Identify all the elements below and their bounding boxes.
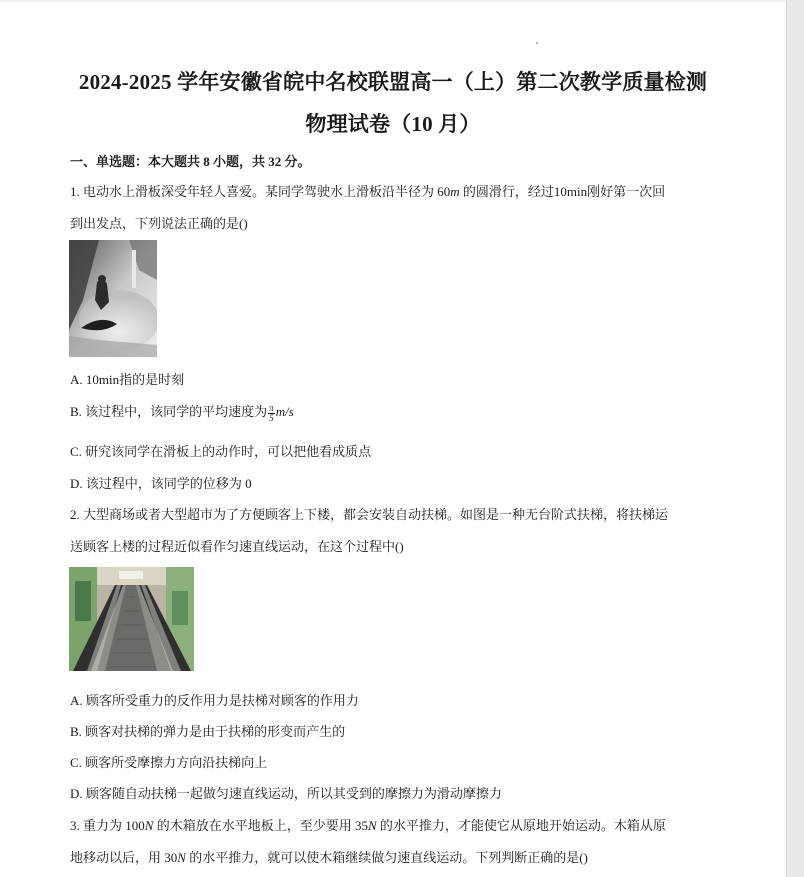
q3-stem-line2: 地移动以后，用 30N 的水平推力，就可以使木箱继续做匀速直线运动。下列判断正确的是(): [70, 850, 588, 865]
q2-option-a: A. 顾客所受重力的反作用力是扶梯对顾客的作用力: [70, 693, 359, 708]
water-skateboard-photo: [69, 240, 157, 357]
section-heading: 一、单选题：本大题共 8 小题，共 32 分。: [70, 154, 311, 169]
q1-option-b: B. 该过程中，该同学的平均速度为 $\frac{\pi}{5}$ m/s: [70, 402, 294, 423]
escalator-photo: [69, 567, 194, 671]
pi-over-5-fraction: $\frac{\pi}{5}$: [269, 402, 274, 423]
q2-option-d: D. 顾客随自动扶梯一起做匀速直线运动，所以其受到的摩擦力为滑动摩擦力: [70, 786, 502, 801]
page-top-edge: [0, 0, 786, 2]
q2-option-c: C. 顾客所受摩擦力方向沿扶梯向上: [70, 755, 268, 770]
q1-option-d: D. 该过程中，该同学的位移为 0: [70, 476, 252, 491]
q1-stem-line1: 1. 电动水上滑板深受年轻人喜爱。某同学驾驶水上滑板沿半径为 60m 的圆滑行，经过10min刚好第一次回: [70, 184, 666, 199]
q1-stem-line2: 到出发点，下列说法正确的是(): [70, 216, 248, 231]
exam-title: 2024-2025 学年安徽省皖中名校联盟高一（上）第二次教学质量检测: [78, 70, 708, 94]
q1-option-c: C. 研究该同学在滑板上的动作时，可以把他看成质点: [70, 444, 372, 459]
q3-stem-line1: 3. 重力为 100N 的木箱放在水平地板上，至少要用 35N 的水平推力，才能使它从原地开始运动。木箱从原: [70, 818, 666, 833]
q2-stem-line1: 2. 大型商场或者大型超市为了方便顾客上下楼，都会安装自动扶梯。如图是一种无台阶式扶梯，将扶梯运: [70, 507, 669, 522]
q1-option-a: A. 10min指的是时刻: [70, 372, 185, 387]
exam-subtitle: 物理试卷（10 月）: [305, 112, 481, 136]
q2-option-b: B. 顾客对扶梯的弹力是由于扶梯的形变而产生的: [70, 724, 346, 739]
viewer-scroll-gutter[interactable]: [786, 0, 804, 877]
q2-stem-line2: 送顾客上楼的过程近似看作匀速直线运动，在这个过程中(): [70, 539, 404, 554]
stray-dot: [536, 42, 538, 44]
